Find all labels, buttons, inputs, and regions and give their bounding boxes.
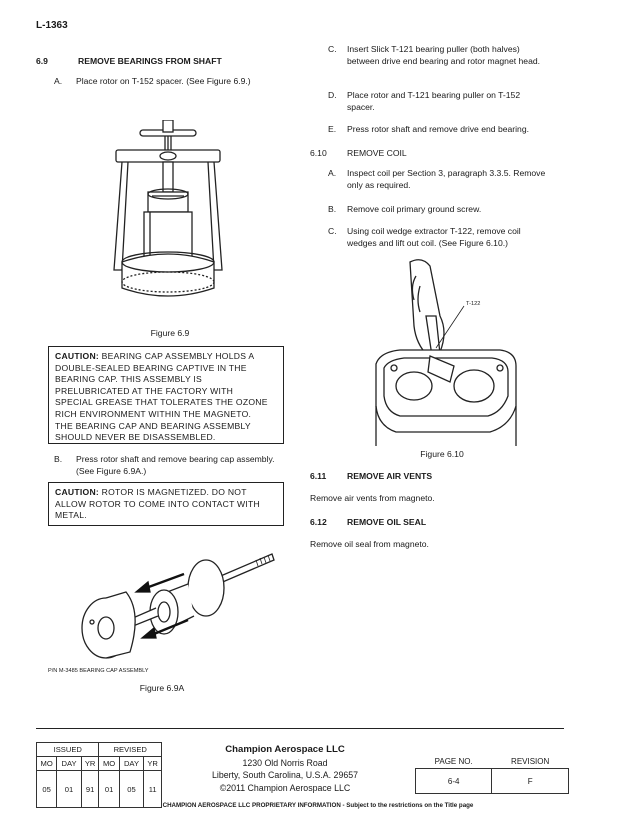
issued-revised-table [36,742,162,808]
caution-line: PRELUBRICATED AT THE FACTORY WITH [55,385,234,396]
document-id: L-1363 [36,20,68,31]
caution-box-magnetized [48,482,284,526]
step-c-letter: C. [328,44,337,54]
step-a-text: Place rotor on T-152 spacer. (See Figure 6.9.) [76,76,251,86]
figure-6-10-caption: Figure 6.10 [420,449,464,459]
caution-box-bearing-cap [48,346,284,444]
section-6-12-number: 6.12 [310,517,327,527]
section-6-10-number: 6.10 [310,148,327,158]
figure-6-10-tool-label: T-122 [466,301,481,307]
step-e-letter: E. [328,124,337,134]
revised-yr-label: YR [144,757,162,771]
issued-day-label: DAY [57,757,82,771]
revised-mo: 01 [99,771,119,808]
caution-line: BEARING CAP ASSEMBLY HOLDS A [101,351,255,361]
section-6-12-text: Remove oil seal from magneto. [310,539,429,549]
step-6-10-a-letter: A. [328,168,337,178]
company-address-2: Liberty, South Carolina, U.S.A. 29657 [211,770,359,781]
revision-value: F [492,769,569,794]
revised-yr: 11 [144,771,162,808]
step-6-10-c-line: wedges and lift out coil. (See Figure 6.10.) [347,238,508,248]
revised-mo-label: MO [99,757,119,771]
step-b-line: Press rotor shaft and remove bearing cap assembly. [76,454,275,464]
figure-6-9-caption: Figure 6.9 [150,328,190,338]
issued-day: 01 [57,771,82,808]
issued-yr-label: YR [81,757,99,771]
section-6-9-number: 6.9 [36,56,48,66]
section-6-11-number: 6.11 [310,471,327,481]
caution-line: ALLOW ROTOR TO COME INTO CONTACT WITH [55,498,261,509]
page-revision-table [415,754,569,794]
caution-label: CAUTION: [55,487,100,497]
figure-6-9a-bearing-cap-illustration [66,548,286,666]
section-6-11-title: REMOVE AIR VENTS [347,471,433,481]
step-6-10-b-letter: B. [328,204,337,214]
step-d-line: spacer. [347,102,375,112]
page-no-label: PAGE NO. [416,754,492,769]
caution-label: CAUTION: [55,351,100,361]
section-6-10-title: REMOVE COIL [347,148,407,158]
step-c-line: Insert Slick T-121 bearing puller (both halves) [347,44,520,54]
revised-header: REVISED [99,743,162,757]
figure-6-10-coil-extraction-illustration [370,256,520,446]
copyright: ©2011 Champion Aerospace LLC [219,782,351,793]
caution-line: ROTOR IS MAGNETIZED. DO NOT [101,487,247,497]
revision-label: REVISION [492,754,569,769]
company-address-1: 1230 Old Norris Road [242,757,328,768]
issued-yr: 91 [81,771,99,808]
company-block [172,744,398,794]
section-6-12-title: REMOVE OIL SEAL [347,517,427,527]
step-6-10-c-line: Using coil wedge extractor T-122, remove coil [347,226,521,236]
issued-mo: 05 [37,771,57,808]
revised-day: 05 [119,771,144,808]
revised-day-label: DAY [119,757,144,771]
page-number: 6-4 [416,769,492,794]
step-d-line: Place rotor and T-121 bearing puller on T-152 [347,90,521,100]
step-a-letter: A. [54,76,63,86]
caution-line: SHOULD NEVER BE DISASSEMBLED. [55,432,216,443]
caution-line: DOUBLE-SEALED BEARING CAPTIVE IN THE [55,362,247,373]
issued-mo-label: MO [37,757,57,771]
company-name: Champion Aerospace LLC [225,744,345,755]
step-6-10-a-line: only as required. [347,180,411,190]
caution-line: BEARING CAP. THIS ASSEMBLY IS [55,374,203,385]
step-b-letter: B. [54,454,63,464]
issued-header: ISSUED [37,743,99,757]
step-6-10-a-line: Inspect coil per Section 3, paragraph 3.3.5. Remove [347,168,546,178]
step-6-10-b-text: Remove coil primary ground screw. [347,204,482,214]
step-b-line: (See Figure 6.9A.) [76,466,147,476]
figure-6-9a-part-label: P/N M-3485 BEARING CAP ASSEMBLY [48,668,149,674]
caution-line: SPECIAL GREASE THAT TOLERATES THE OZONE [55,397,268,408]
footer-divider [36,728,564,729]
section-6-9-title: REMOVE BEARINGS FROM SHAFT [78,56,222,66]
step-e-text: Press rotor shaft and remove drive end bearing. [347,124,529,134]
figure-6-9-press-illustration [108,120,228,320]
caution-line: RICH ENVIRONMENT WITHIN THE MAGNETO. [55,408,252,419]
section-6-11-text: Remove air vents from magneto. [310,493,435,503]
step-6-10-c-letter: C. [328,226,337,236]
caution-line: METAL. [55,510,87,521]
step-c-line: between drive end bearing and rotor magnet head. [347,56,541,66]
proprietary-notice: CHAMPION AEROSPACE LLC PROPRIETARY INFORMATION - Subject to the restrictions on the Title page [162,802,474,809]
caution-line: THE BEARING CAP AND BEARING ASSEMBLY [55,420,251,431]
figure-6-9a-caption: Figure 6.9A [139,683,185,693]
step-d-letter: D. [328,90,337,100]
